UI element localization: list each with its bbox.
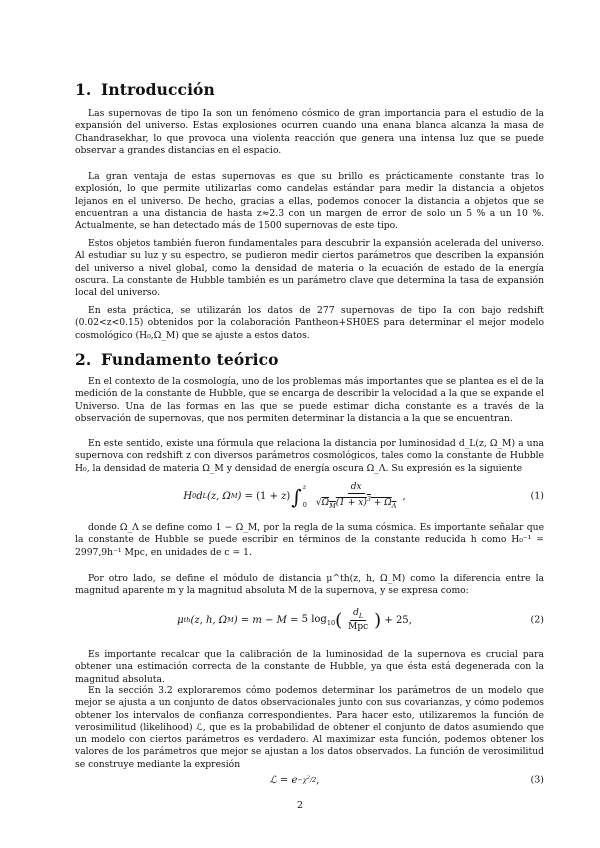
paragraph: Estos objetos también fueron fundamentales para descubrir la expansión acelerada del universo. Al estudiar su luz y su espectro, se pudieron medir ciertos parámetros que describen la expansión del universo a nivel global, como la densidad de materia o la ecuación de estado de la energía oscura. La constante de Hubble también es un parámetro clave que determina la tasa de expansión local del universo.	[75, 238, 544, 299]
section-number: 1.	[75, 80, 92, 99]
section-title: Introducción	[101, 80, 215, 99]
section-heading-fundamento	[75, 350, 279, 369]
section-number: 2.	[75, 350, 92, 369]
equation-2-body: μ th (z, h, Ω M ) = m − M = 5 $\log_{10}$ ( $\frac{d_L}{\text{Mpc}}$ ) + 25,	[177, 607, 412, 633]
section-title: Fundamento teórico	[101, 350, 279, 369]
paragraph: En este sentido, existe una fórmula que relaciona la distancia por luminosidad d_L(z, Ω_M) a una supernova con redshift z con diversos parámetros cosmológicos, tales como la constante de Hubble H₀, la densidad de materia Ω_M y densidad de energía oscura Ω_Λ. Su expresión es la siguiente	[75, 438, 544, 474]
section-heading-introduccion	[75, 80, 215, 99]
paragraph: En el contexto de la cosmología, uno de los problemas más importantes que se plantea es el de la medición de la constante de Hubble, que se encarga de describir la velocidad a la que se expande el Universo. Una de las formas en las que se puede estimar dicha constante es a través de la observación de supernovas, que nos permiten determinar la distancia a la que se encuentran.	[75, 376, 544, 424]
paragraph: En la sección 3.2 exploraremos cómo podemos determinar los parámetros de un modelo que mejor se ajusta a un conjunto de datos observacionales junto con sus covarianzas, y cómo podemos obtener los intervalos de confianza correspondientes. Para hacer esto, utilizaremos la función de verosimilitud (likelihood) ℒ, que es la probabilidad de obtener el conjunto de datos asumiendo que un modelo con ciertos parámetros es verdadero. Al maximizar esta función, podemos obtener los valores de los parámetros que mejor se ajustan a los datos observados. La función de verosimilitud se construye mediante la expresión	[75, 685, 544, 770]
equation-number: (1)	[530, 490, 544, 502]
paragraph: Las supernovas de tipo Ia son un fenómeno cósmico de gran importancia para el estudio de la expansión del universo. Estas explosiones ocurren cuando una enana blanca alcanza la masa de Chandrasekhar, lo que provoca una violenta reacción que genera una intensa luz que se puede observar a grandes distancias en el espacio.	[75, 108, 544, 156]
equation-3	[75, 768, 544, 792]
equation-number: (2)	[530, 614, 544, 626]
equation-1-body: H 0 d L (z, Ω M ) = (1 + z ) ∫ z 0 $\frac{dx}{√\Omega_M(1 + x)^3 + \Omega_\Lambda}$ ,	[183, 482, 406, 510]
equation-2	[75, 603, 544, 637]
equation-3-body: ℒ = e $-\chi^2/2$ ,	[269, 774, 320, 786]
equation-number: (3)	[530, 774, 544, 786]
paragraph: Por otro lado, se define el módulo de distancia μ^th(z, h, Ω_M) como la diferencia entre la magnitud aparente m y la magnitud absoluta M de la supernova, y se expresa como:	[75, 573, 544, 597]
page-number: 2	[296, 800, 304, 811]
paragraph: donde Ω_Λ se define como 1 − Ω_M, por la regla de la suma cósmica. Es importante señalar que la constante de Hubble se puede escribir en términos de la constante reducida h como H₀⁻¹ = 2997,9h⁻¹ Mpc, en unidades de c = 1.	[75, 522, 544, 558]
paragraph: Es importante recalcar que la calibración de la luminosidad de la supernova es crucial para obtener una estimación correcta de la constante de Hubble, ya que ésta está degenerada con la magnitud absoluta.	[75, 649, 544, 685]
paragraph: En esta práctica, se utilizarán los datos de 277 supernovas de tipo Ia con bajo redshift (0.02<z<0.15) obtenidos por la colaboración Pantheon+SH0ES para determinar el mejor modelo cosmológico (H₀,Ω_M) que se ajuste a estos datos.	[75, 305, 544, 341]
equation-1	[75, 481, 544, 511]
paragraph: La gran ventaja de estas supernovas es que su brillo es prácticamente constante tras lo explosión, lo que permite utilizarlas como candelas estándar para medir la distancia a objetos lejanos en el universo. De hecho, gracias a ellas, podemos conocer la distancia a objetos que se encuentran a una distancia de hasta z≈2.3 con un margen de error de solo un 5 % a un 10 %. Actualmente, se han detectado más de 1500 supernovas de este tipo.	[75, 171, 544, 232]
